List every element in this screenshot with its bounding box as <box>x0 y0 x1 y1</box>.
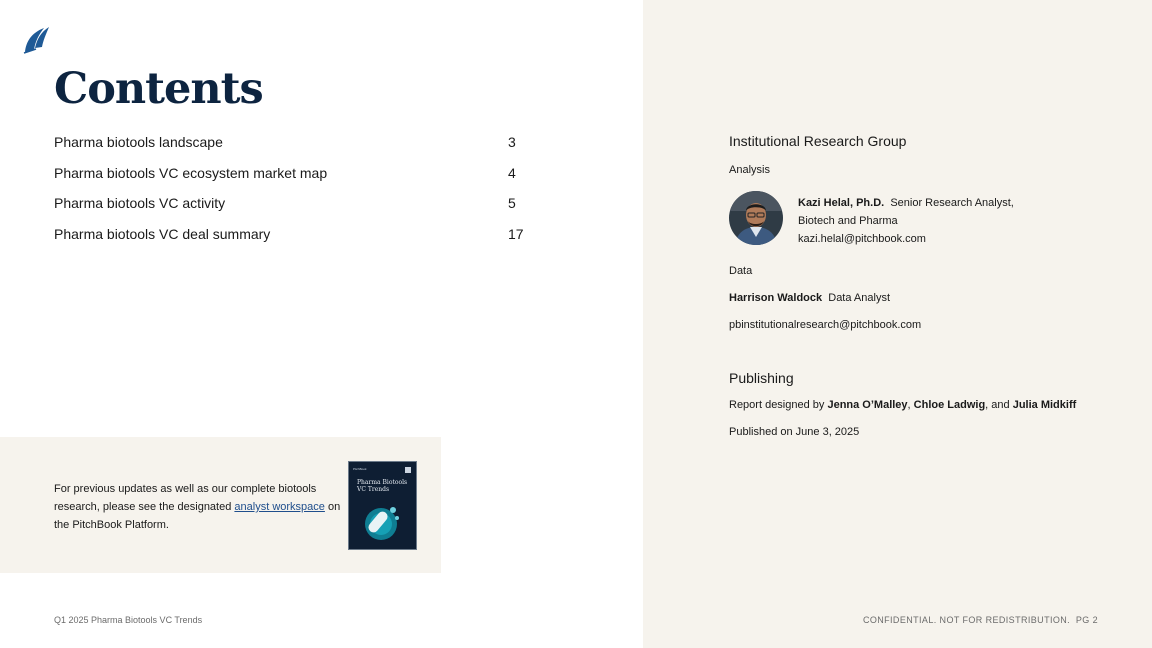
promo-text-before: For previous updates as well as our complete biotools research, please see the designated <box>54 483 317 513</box>
designer-name: Julia Midkiff <box>1012 399 1077 411</box>
cover-title-line-2: VC Trends <box>357 486 390 493</box>
qr-code-icon <box>405 467 411 473</box>
report-cover-thumbnail[interactable] <box>348 461 417 550</box>
analyst-email[interactable]: kazi.helal@pitchbook.com <box>798 233 926 245</box>
cover-title-line-1: Pharma Biotools <box>357 479 408 486</box>
promo-text-after: on the PitchBook Platform. <box>54 501 341 531</box>
toc-item-label: Pharma biotools landscape <box>54 134 223 150</box>
analyst-info <box>798 194 1014 248</box>
toc-item-page: 5 <box>508 195 516 211</box>
footer-report-title: Q1 2025 Pharma Biotools VC Trends <box>54 615 203 625</box>
publishing-heading: Publishing <box>729 370 794 386</box>
data-analyst-line <box>729 292 890 304</box>
toc-item[interactable] <box>54 163 524 194</box>
designer-name: Jenna O’Malley <box>827 399 908 411</box>
designer-separator: , and <box>985 399 1013 411</box>
analysis-label: Analysis <box>729 164 770 176</box>
analyst-avatar <box>729 191 783 245</box>
data-analyst-title: Data Analyst <box>828 292 891 304</box>
designed-prefix: Report designed by <box>729 399 828 411</box>
toc-item[interactable] <box>54 132 524 163</box>
toc-item-page: 4 <box>508 164 516 181</box>
designer-separator: , <box>907 399 914 411</box>
research-group-heading: Institutional Research Group <box>729 133 907 149</box>
toc-item[interactable] <box>54 224 524 255</box>
cover-brand: PitchBook <box>353 467 367 471</box>
pill-capsule-icon <box>361 498 405 542</box>
page-title: Contents <box>54 64 263 114</box>
toc-item[interactable] <box>54 193 524 224</box>
workspace-promo <box>0 437 441 573</box>
data-email[interactable]: pbinstitutionalresearch@pitchbook.com <box>729 319 922 331</box>
analyst-title-line-2: Biotech and Pharma <box>798 215 898 227</box>
table-of-contents <box>54 132 524 254</box>
toc-item-label: Pharma biotools VC deal summary <box>54 225 271 242</box>
toc-item-page: 3 <box>508 134 516 150</box>
data-label: Data <box>729 265 753 277</box>
footer-confidential: CONFIDENTIAL. NOT FOR REDISTRIBUTION. PG 2 <box>862 615 1098 625</box>
designer-name: Chloe Ladwig <box>913 399 986 411</box>
toc-item-label: Pharma biotools VC activity <box>54 195 226 211</box>
cover-title <box>357 479 407 493</box>
pitchbook-logo-icon <box>22 24 50 54</box>
designers-line <box>729 399 1076 411</box>
published-date: Published on June 3, 2025 <box>729 426 860 438</box>
analyst-workspace-link[interactable]: analyst workspace <box>234 501 325 513</box>
analyst-title: Senior Research Analyst, <box>890 197 1014 209</box>
promo-text <box>54 480 344 534</box>
toc-item-label: Pharma biotools VC ecosystem market map <box>54 164 328 181</box>
data-analyst-name: Harrison Waldock <box>729 292 823 304</box>
toc-item-page: 17 <box>508 225 524 242</box>
analyst-name: Kazi Helal, Ph.D. <box>798 197 885 209</box>
